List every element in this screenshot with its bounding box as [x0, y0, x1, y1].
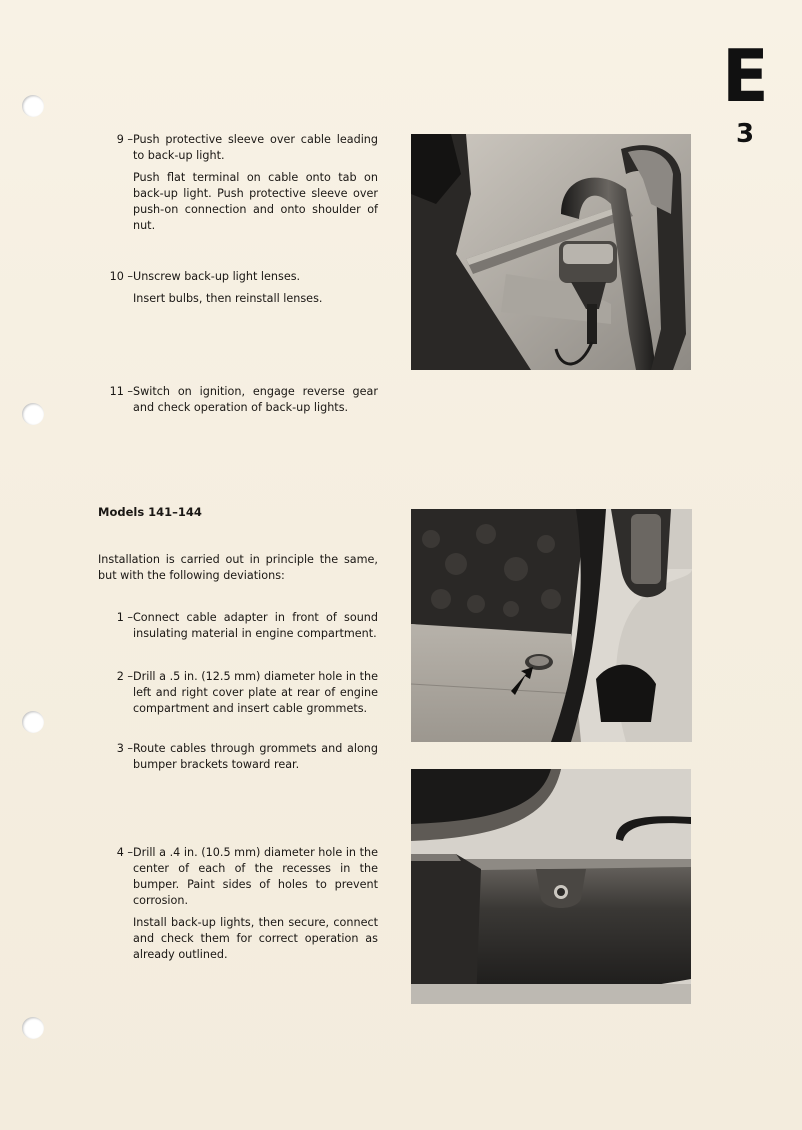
step-number: 10 –	[109, 270, 133, 283]
step-text: Unscrew back-up light lenses.	[133, 270, 301, 283]
step-4	[98, 845, 378, 963]
step-subtext: Insert bulbs, then reinstall lenses.	[133, 292, 323, 305]
step-3	[98, 741, 378, 773]
step-2	[98, 669, 378, 717]
photo-engine-compartment-grommet	[411, 509, 692, 742]
step-text: Push protective sleeve over cable leading to back-up light.	[133, 133, 378, 162]
step-text: Drill a .4 in. (10.5 mm) diameter hole in the center of each of the recesses in the bumper. Paint sides of holes to prevent corrosion.	[133, 846, 378, 907]
photo-backup-light-bracket	[411, 134, 691, 370]
step-text: Drill a .5 in. (12.5 mm) diameter hole in the left and right cover plate at rear of engine compartment and insert cable grommets.	[133, 670, 378, 715]
step-text: Route cables through grommets and along bumper brackets toward rear.	[133, 742, 378, 771]
models-heading: Models 141–144	[98, 505, 202, 519]
photo-bumper-graphic	[411, 769, 691, 1004]
binder-hole	[22, 711, 44, 733]
step-text: Switch on ignition, engage reverse gear and check operation of back-up lights.	[133, 385, 378, 414]
step-number: 9 –	[116, 133, 133, 146]
step-text: Connect cable adapter in front of sound insulating material in engine compartment.	[133, 611, 378, 640]
step-number: 4 –	[116, 846, 133, 859]
section-number: 3	[736, 119, 755, 149]
binder-hole	[22, 1017, 44, 1039]
step-number: 2 –	[116, 670, 133, 683]
step-number: 11 –	[109, 385, 133, 398]
step-number: 1 –	[116, 611, 133, 624]
step-10	[98, 269, 378, 307]
binder-hole	[22, 95, 44, 117]
binder-hole	[22, 403, 44, 425]
photo-backup-light-graphic	[411, 134, 691, 370]
step-subtext: Push flat terminal on cable onto tab on back-up light. Push protective sleeve over push-on connection and onto shoulder of nut.	[133, 171, 378, 232]
step-9	[98, 132, 378, 234]
photo-bumper-recess	[411, 769, 691, 1004]
step-subtext: Install back-up lights, then secure, connect and check them for correct operation as already outlined.	[133, 916, 378, 961]
section-letter: E	[722, 34, 769, 118]
intro-text: Installation is carried out in principle the same, but with the following deviations:	[98, 553, 378, 582]
photo-grommet-graphic	[411, 509, 692, 742]
step-number: 3 –	[116, 742, 133, 755]
step-1	[98, 610, 378, 642]
step-11	[98, 384, 378, 416]
